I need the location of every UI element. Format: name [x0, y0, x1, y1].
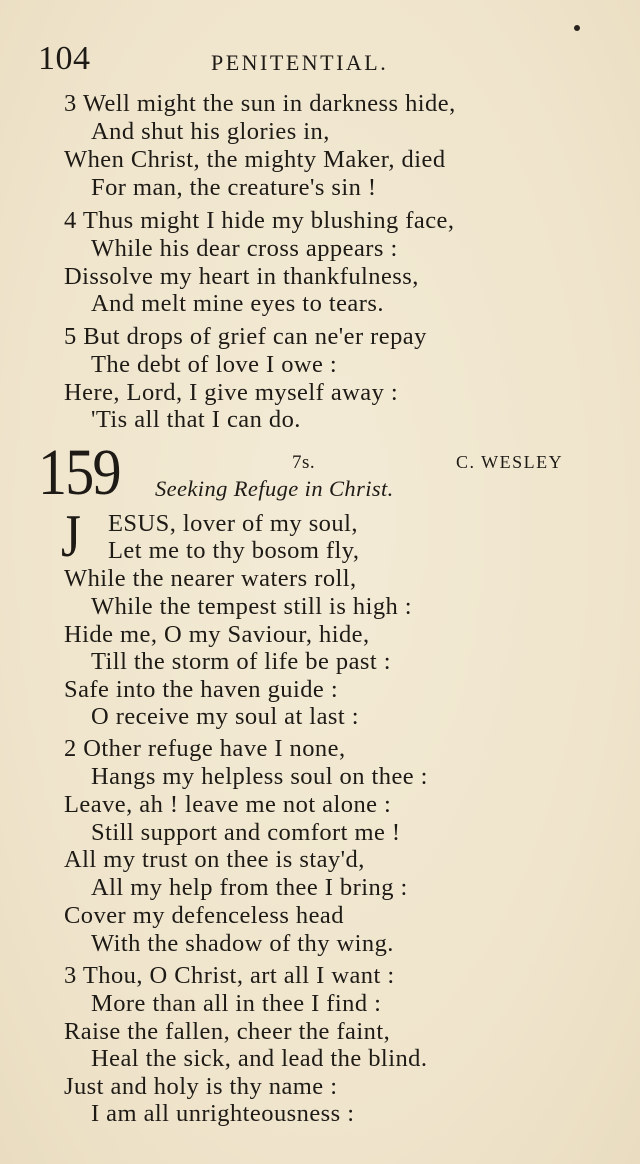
verse-line: Cover my defenceless head: [64, 902, 344, 929]
verse-line: 5 But drops of grief can ne'er repay: [64, 323, 427, 350]
verse-line: O receive my soul at last :: [91, 703, 359, 730]
hymn-meter: 7s.: [292, 452, 316, 473]
verse-line: More than all in thee I find :: [91, 990, 382, 1017]
verse-line: I am all unrighteousness :: [91, 1100, 355, 1127]
verse-line: ESUS, lover of my soul,: [108, 510, 358, 537]
page-number: 104: [38, 40, 91, 77]
verse-line: Let me to thy bosom fly,: [108, 537, 360, 564]
verse-line: Till the storm of life be past :: [91, 648, 391, 675]
verse-line: Safe into the haven guide :: [64, 676, 339, 703]
verse-line: The debt of love I owe :: [91, 351, 338, 378]
verse-line: All my help from thee I bring :: [91, 874, 408, 901]
hymn-author: C. WESLEY: [456, 452, 564, 472]
verse-line: Hide me, O my Saviour, hide,: [64, 621, 370, 648]
verse-line: Hangs my helpless soul on thee :: [91, 763, 428, 790]
verse-line: Dissolve my heart in thankfulness,: [64, 263, 419, 290]
verse-line: While the tempest still is high :: [91, 593, 413, 620]
verse-line: And melt mine eyes to tears.: [91, 290, 384, 317]
verse-line: Heal the sick, and lead the blind.: [91, 1045, 428, 1072]
verse-line: 'Tis all that I can do.: [91, 406, 301, 433]
verse-line: While the nearer waters roll,: [64, 565, 357, 592]
hymn-title: Seeking Refuge in Christ.: [155, 476, 394, 501]
verse-line: 4 Thus might I hide my blushing face,: [64, 207, 455, 234]
running-head: PENITENTIAL.: [211, 50, 389, 75]
verse-line: While his dear cross appears :: [91, 235, 398, 262]
verse-line: All my trust on thee is stay'd,: [64, 846, 365, 873]
verse-line: With the shadow of thy wing.: [91, 930, 394, 957]
verse-line: Leave, ah ! leave me not alone :: [64, 791, 392, 818]
verse-line: 2 Other refuge have I none,: [64, 735, 346, 762]
verse-line: Here, Lord, I give myself away :: [64, 379, 399, 406]
page-header: [38, 40, 418, 80]
verse-line: 3 Well might the sun in darkness hide,: [64, 90, 456, 117]
hymn-number: 159: [38, 436, 120, 509]
verse-line: And shut his glories in,: [91, 118, 330, 145]
verse-line: Raise the fallen, cheer the faint,: [64, 1018, 391, 1045]
verse-line: For man, the creature's sin !: [91, 174, 377, 201]
drop-cap: J: [61, 503, 81, 569]
verse-line: Still support and comfort me !: [91, 819, 401, 846]
verse-line: 3 Thou, O Christ, art all I want :: [64, 962, 395, 989]
ink-speck: [574, 25, 580, 31]
verse-line: Just and holy is thy name :: [64, 1073, 338, 1100]
verse-line: When Christ, the mighty Maker, died: [64, 146, 446, 173]
